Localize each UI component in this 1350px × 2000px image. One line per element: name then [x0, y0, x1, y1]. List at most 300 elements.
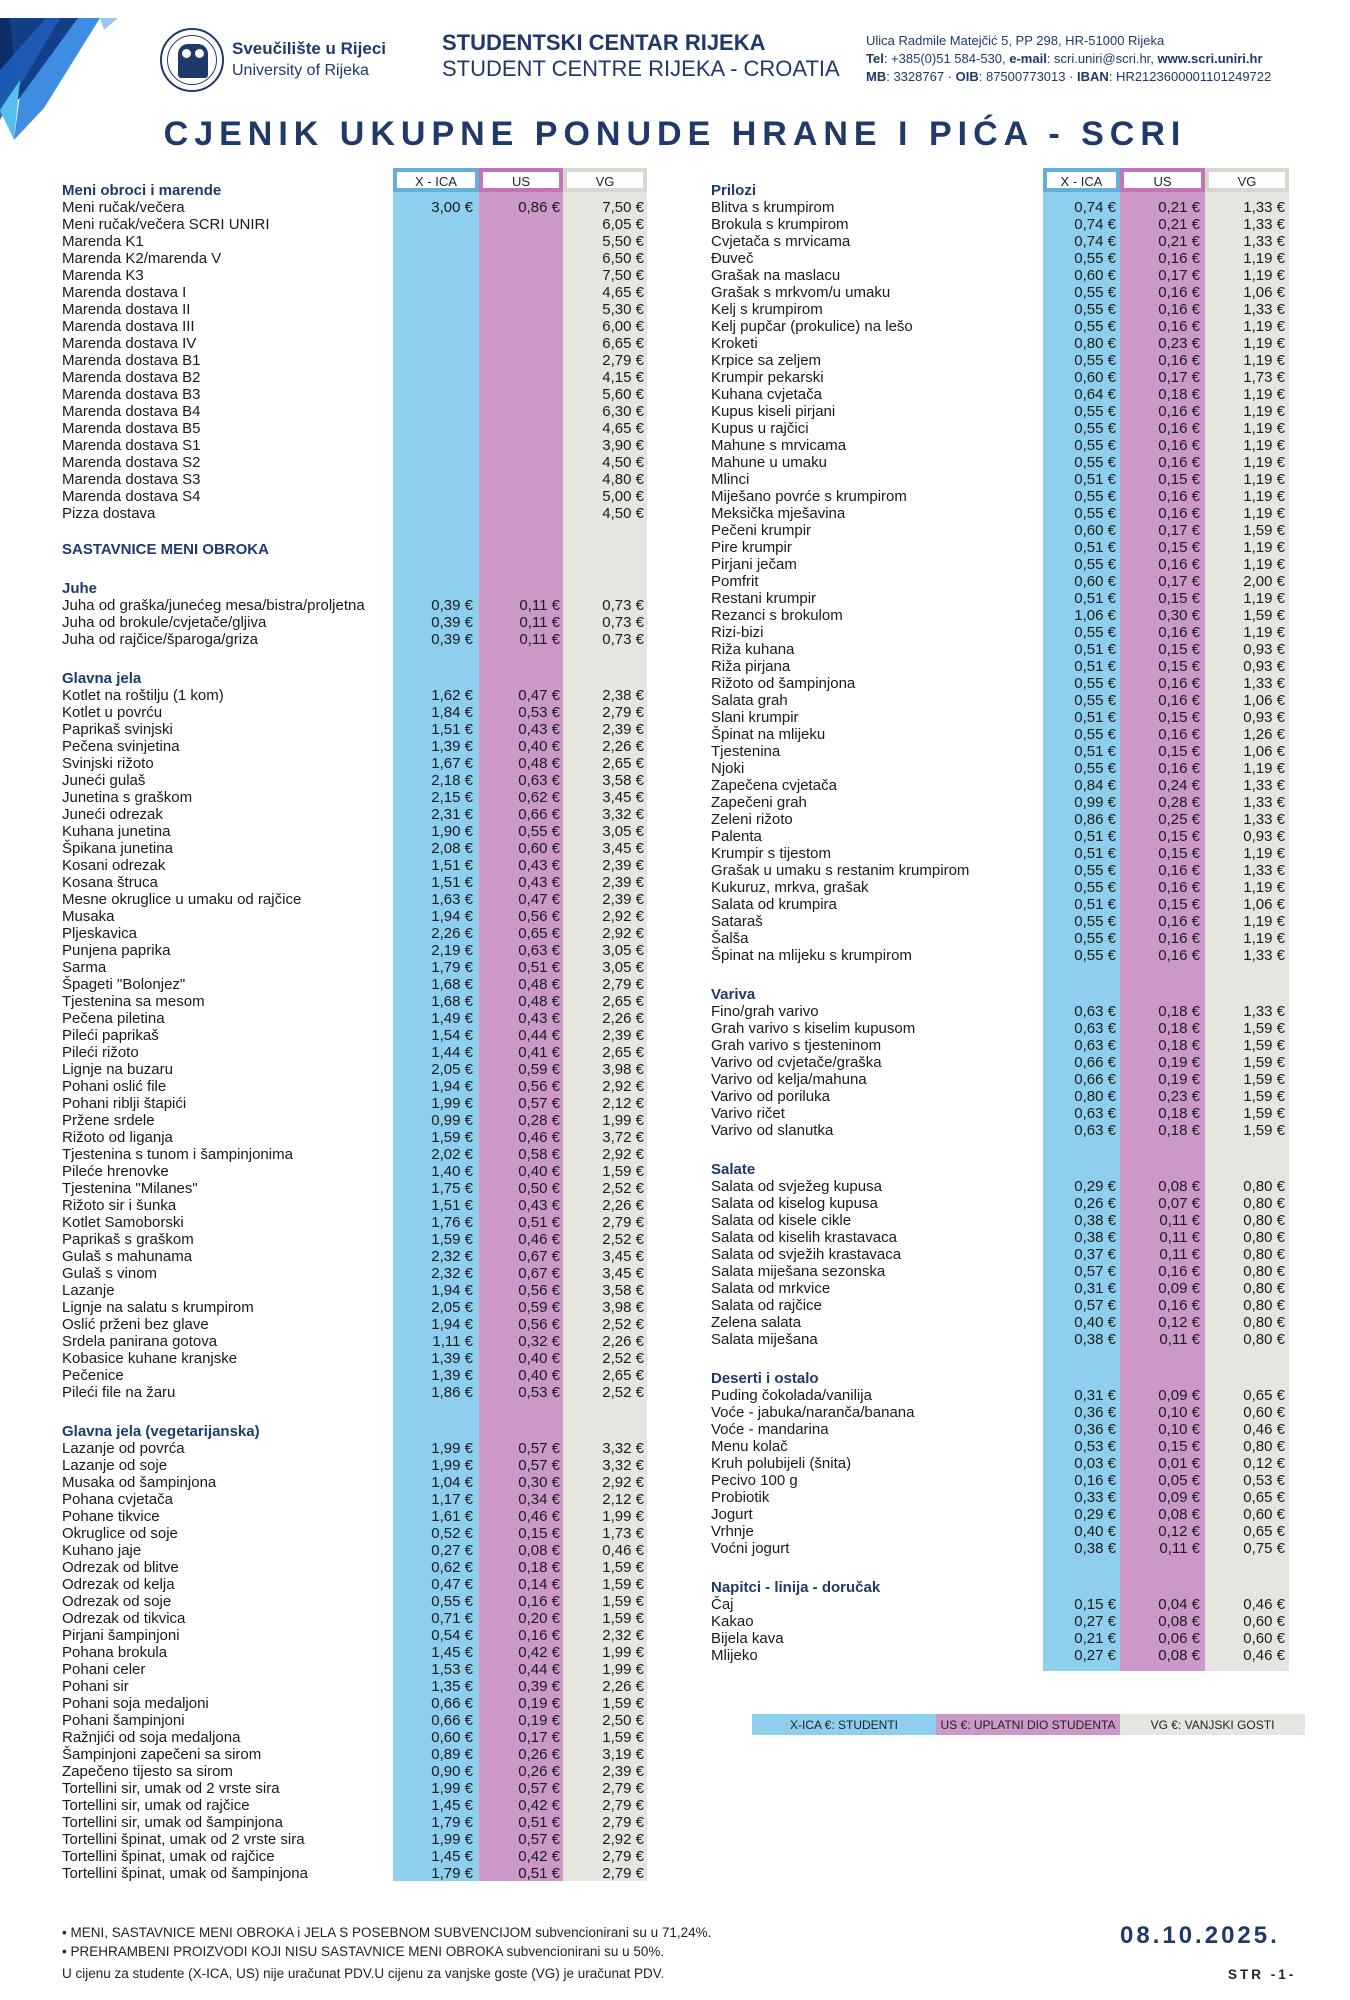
item-name: Voćni jogurt [711, 1540, 790, 1557]
price-us: 0,16 € [1158, 760, 1200, 777]
price-us: 0,21 € [1158, 199, 1200, 216]
price-xica: 0,80 € [1074, 1088, 1116, 1105]
price-us: 0,48 € [518, 993, 560, 1010]
item-name: Varivo od poriluka [711, 1088, 830, 1105]
price-vg: 3,05 € [602, 823, 644, 840]
price-vg: 2,39 € [602, 1763, 644, 1780]
item-name: Palenta [711, 828, 762, 845]
page-number: STR -1- [1228, 1967, 1297, 1982]
price-us: 0,16 € [1158, 1297, 1200, 1314]
price-vg: 0,80 € [1243, 1297, 1285, 1314]
price-xica: 0,71 € [431, 1610, 473, 1627]
item-name: Mlijeko [711, 1647, 758, 1664]
price-xica: 0,55 € [431, 1593, 473, 1610]
price-row [62, 318, 662, 335]
iban-label: IBAN [1077, 69, 1109, 84]
price-xica: 0,55 € [1074, 947, 1116, 964]
price-xica: 0,63 € [1074, 1020, 1116, 1037]
price-row [62, 597, 662, 614]
price-row [711, 641, 1311, 658]
price-vg: 2,52 € [602, 1384, 644, 1401]
price-row [62, 721, 662, 738]
price-vg: 3,32 € [602, 1457, 644, 1474]
price-vg: 1,59 € [602, 1695, 644, 1712]
right-header-vg: VG [1205, 168, 1289, 192]
price-vg: 6,65 € [602, 335, 644, 352]
email[interactable]: : scri.uniri@scri.hr, [1046, 51, 1158, 66]
item-name: Grašak s mrkvom/u umaku [711, 284, 891, 301]
price-us: 0,16 € [1158, 352, 1200, 369]
price-xica: 0,66 € [1074, 1071, 1116, 1088]
price-xica: 0,60 € [1074, 573, 1116, 590]
price-row [62, 1163, 662, 1180]
item-name: Marenda dostava S3 [62, 471, 201, 488]
item-name: Pečenice [62, 1367, 124, 1384]
price-xica: 1,99 € [431, 1440, 473, 1457]
price-xica: 0,99 € [1074, 794, 1116, 811]
price-row [711, 845, 1311, 862]
price-us: 0,40 € [518, 1163, 560, 1180]
price-vg: 1,19 € [1243, 913, 1285, 930]
item-name: Juha od rajčice/šparoga/griza [62, 631, 258, 648]
item-name: Odrezak od kelja [62, 1576, 175, 1593]
price-vg: 2,92 € [602, 1831, 644, 1848]
price-vg: 0,93 € [1243, 709, 1285, 726]
price-xica: 2,26 € [431, 925, 473, 942]
price-us: 0,57 € [518, 1440, 560, 1457]
price-row [62, 1044, 662, 1061]
price-vg: 1,59 € [602, 1610, 644, 1627]
price-xica: 0,55 € [1074, 879, 1116, 896]
price-row [711, 1071, 1311, 1088]
price-row [711, 879, 1311, 896]
item-name: Varivo od kelja/mahuna [711, 1071, 867, 1088]
item-name: Zelena salata [711, 1314, 802, 1331]
price-row [62, 1831, 662, 1848]
price-xica: 0,55 € [1074, 437, 1116, 454]
price-us: 0,16 € [1158, 692, 1200, 709]
price-vg: 2,38 € [602, 687, 644, 704]
price-vg: 0,75 € [1243, 1540, 1285, 1557]
item-name: Pohani riblji štapići [62, 1095, 187, 1112]
item-name: Marenda dostava III [62, 318, 195, 335]
price-xica: 0,51 € [1074, 539, 1116, 556]
price-row [62, 1146, 662, 1163]
item-name: Meni ručak/večera [62, 199, 185, 216]
price-vg: 3,19 € [602, 1746, 644, 1763]
section-heading: Napitci - linija - doručak [711, 1579, 881, 1596]
price-row [62, 1797, 662, 1814]
price-row [62, 1542, 662, 1559]
price-vg: 6,50 € [602, 250, 644, 267]
price-vg: 6,30 € [602, 403, 644, 420]
item-name: Varivo od slanutka [711, 1122, 834, 1139]
price-us: 0,15 € [1158, 590, 1200, 607]
item-name: Odrezak od tikvica [62, 1610, 186, 1627]
price-us: 0,23 € [1158, 335, 1200, 352]
item-name: Riža kuhana [711, 641, 795, 658]
price-row [62, 1010, 662, 1027]
price-row [62, 789, 662, 806]
price-us: 0,16 € [1158, 454, 1200, 471]
price-xica: 0,51 € [1074, 828, 1116, 845]
item-name: Kuhana cvjetača [711, 386, 822, 403]
price-vg: 1,19 € [1243, 879, 1285, 896]
price-row [62, 704, 662, 721]
price-vg: 2,79 € [602, 976, 644, 993]
price-us: 0,14 € [518, 1576, 560, 1593]
price-us: 0,53 € [518, 1384, 560, 1401]
price-us: 0,43 € [518, 857, 560, 874]
price-vg: 1,19 € [1243, 250, 1285, 267]
price-row [711, 1613, 1311, 1630]
price-vg: 2,79 € [602, 1797, 644, 1814]
price-xica: 3,00 € [431, 199, 473, 216]
item-name: Pohani šampinjoni [62, 1712, 185, 1729]
item-name: Kroketi [711, 335, 758, 352]
price-xica: 1,84 € [431, 704, 473, 721]
price-xica: 0,55 € [1074, 318, 1116, 335]
item-name: Tortellini špinat, umak od šampinjona [62, 1865, 308, 1882]
price-us: 0,28 € [1158, 794, 1200, 811]
price-us: 0,18 € [1158, 1105, 1200, 1122]
section-heading: Juhe [62, 580, 98, 597]
price-vg: 1,59 € [1243, 1088, 1285, 1105]
price-row [711, 896, 1311, 913]
price-vg: 0,93 € [1243, 658, 1285, 675]
price-row [62, 925, 662, 942]
price-vg: 3,45 € [602, 840, 644, 857]
price-us: 0,43 € [518, 721, 560, 738]
price-row [62, 1180, 662, 1197]
item-name: Sataraš [711, 913, 763, 930]
price-vg: 3,32 € [602, 806, 644, 823]
price-row [62, 1661, 662, 1678]
price-row [62, 1746, 662, 1763]
university-seal-icon [160, 28, 224, 92]
price-us: 0,16 € [1158, 301, 1200, 318]
price-us: 0,15 € [1158, 641, 1200, 658]
item-name: Kobasice kuhane kranjske [62, 1350, 238, 1367]
price-vg: 3,45 € [602, 1248, 644, 1265]
item-name: Pire krumpir [711, 539, 792, 556]
item-name: Mlinci [711, 471, 750, 488]
section-spacer [62, 1401, 662, 1423]
price-us: 0,51 € [518, 1865, 560, 1882]
price-us: 0,15 € [518, 1525, 560, 1542]
price-us: 0,20 € [518, 1610, 560, 1627]
address: Ulica Radmile Matejčić 5, PP 298, HR-51000 Rijeka [866, 33, 1165, 48]
left-header-us: US [479, 168, 563, 192]
price-vg: 1,19 € [1243, 403, 1285, 420]
item-name: Odrezak od blitve [62, 1559, 179, 1576]
price-us: 0,56 € [518, 1316, 560, 1333]
price-vg: 2,00 € [1243, 573, 1285, 590]
price-us: 0,40 € [518, 1367, 560, 1384]
price-row [62, 386, 662, 403]
price-row [711, 352, 1311, 369]
price-xica: 1,99 € [431, 1457, 473, 1474]
price-vg: 1,06 € [1243, 743, 1285, 760]
item-name: Juneći gulaš [62, 772, 146, 789]
price-vg: 5,60 € [602, 386, 644, 403]
price-us: 0,11 € [1159, 1212, 1200, 1229]
price-xica: 0,55 € [1074, 862, 1116, 879]
price-xica: 0,55 € [1074, 930, 1116, 947]
price-us: 0,11 € [519, 614, 560, 631]
price-xica: 2,05 € [431, 1061, 473, 1078]
price-row [62, 216, 662, 233]
price-vg: 1,99 € [602, 1112, 644, 1129]
price-xica: 0,27 € [1074, 1613, 1116, 1630]
item-name: Tjestenina sa mesom [62, 993, 205, 1010]
price-row [62, 976, 662, 993]
price-row [711, 862, 1311, 879]
item-name: Njoki [711, 760, 745, 777]
item-name: Tortellini špinat, umak od rajčice [62, 1848, 275, 1865]
price-xica: 0,38 € [1074, 1540, 1116, 1557]
price-vg: 1,19 € [1243, 335, 1285, 352]
price-row [62, 1129, 662, 1146]
price-vg: 3,45 € [602, 1265, 644, 1282]
price-us: 0,56 € [518, 1282, 560, 1299]
price-row [711, 420, 1311, 437]
price-xica: 0,39 € [431, 631, 473, 648]
price-us: 0,15 € [1158, 658, 1200, 675]
price-row [62, 806, 662, 823]
price-vg: 0,80 € [1243, 1280, 1285, 1297]
item-name: Marenda dostava B2 [62, 369, 201, 386]
price-xica: 2,08 € [431, 840, 473, 857]
mb-label: MB [866, 69, 887, 84]
item-name: Marenda dostava S1 [62, 437, 201, 454]
item-name: Restani krumpir [711, 590, 817, 607]
price-xica: 0,55 € [1074, 488, 1116, 505]
price-xica: 0,38 € [1074, 1331, 1116, 1348]
price-row [711, 437, 1311, 454]
item-name: Rižoto od šampinjona [711, 675, 856, 692]
price-xica: 0,55 € [1074, 692, 1116, 709]
item-name: Marenda dostava S2 [62, 454, 201, 471]
price-xica: 0,53 € [1074, 1438, 1116, 1455]
price-xica: 1,53 € [431, 1661, 473, 1678]
item-name: Pečeni krumpir [711, 522, 812, 539]
price-xica: 0,55 € [1074, 420, 1116, 437]
price-row [62, 1627, 662, 1644]
item-name: Kotlet na roštilju (1 kom) [62, 687, 224, 704]
price-xica: 1,94 € [431, 1316, 473, 1333]
price-us: 0,63 € [518, 942, 560, 959]
item-name: Salata miješana [711, 1331, 818, 1348]
item-name: Kotlet Samoborski [62, 1214, 184, 1231]
item-name: Tortellini špinat, umak od 2 vrste sira [62, 1831, 305, 1848]
centre-name [442, 30, 840, 82]
item-name: Špinat na mlijeku [711, 726, 826, 743]
price-us: 0,16 € [1158, 284, 1200, 301]
price-us: 0,08 € [1158, 1647, 1200, 1664]
page-title: CJENIK UKUPNE PONUDE HRANE I PIĆA - SCRI [163, 115, 1187, 153]
price-xica: 1,99 € [431, 1780, 473, 1797]
price-xica: 1,39 € [431, 1367, 473, 1384]
iban: : HR2123600001101249722 [1108, 69, 1272, 84]
note-2: • PREHRAMBENI PROIZVODI KOJI NISU SASTAVNICE MENI OBROKA subvencionirani su u 50%. [62, 1944, 665, 1959]
price-xica: 1,51 € [431, 857, 473, 874]
price-vg: 3,90 € [602, 437, 644, 454]
price-us: 0,18 € [1158, 386, 1200, 403]
price-xica: 2,31 € [431, 806, 473, 823]
price-row [711, 216, 1311, 233]
price-us: 0,15 € [1158, 539, 1200, 556]
price-row [711, 1331, 1311, 1348]
price-us: 0,09 € [1158, 1489, 1200, 1506]
item-name: Srdela panirana gotova [62, 1333, 218, 1350]
price-us: 0,16 € [1158, 556, 1200, 573]
price-xica: 0,55 € [1074, 301, 1116, 318]
price-xica: 0,55 € [1074, 250, 1116, 267]
price-us: 0,16 € [1158, 505, 1200, 522]
price-xica: 1,54 € [431, 1027, 473, 1044]
item-name: Salata od kiselog kupusa [711, 1195, 878, 1212]
price-vg: 2,65 € [602, 1367, 644, 1384]
price-xica: 1,35 € [431, 1678, 473, 1695]
price-xica: 0,80 € [1074, 335, 1116, 352]
price-us: 0,08 € [1158, 1178, 1200, 1195]
price-xica: 1,86 € [431, 1384, 473, 1401]
price-us: 0,66 € [518, 806, 560, 823]
price-row [711, 1455, 1311, 1472]
price-row [711, 539, 1311, 556]
price-us: 0,57 € [518, 1457, 560, 1474]
right-header-us: US [1120, 168, 1205, 192]
item-name: Kosana štruca [62, 874, 158, 891]
item-name: Slani krumpir [711, 709, 799, 726]
price-row [62, 267, 662, 284]
centre-name-en: STUDENT CENTRE RIJEKA - CROATIA [442, 56, 840, 81]
price-vg: 1,99 € [602, 1644, 644, 1661]
item-name: Kruh polubijeli (šnita) [711, 1455, 852, 1472]
price-us: 0,57 € [518, 1095, 560, 1112]
price-xica: 0,40 € [1074, 1314, 1116, 1331]
price-row [62, 1214, 662, 1231]
price-xica: 0,74 € [1074, 216, 1116, 233]
item-name: Krpice sa zeljem [711, 352, 822, 369]
price-vg: 1,19 € [1243, 930, 1285, 947]
price-xica: 0,40 € [1074, 1523, 1116, 1540]
price-row [62, 857, 662, 874]
price-row [62, 1593, 662, 1610]
price-row [62, 437, 662, 454]
price-row [62, 1248, 662, 1265]
section-heading: Salate [711, 1161, 756, 1178]
price-us: 0,25 € [1158, 811, 1200, 828]
price-vg: 1,33 € [1243, 811, 1285, 828]
price-vg: 2,92 € [602, 1474, 644, 1491]
price-xica: 2,32 € [431, 1265, 473, 1282]
legend-xica: X-ICA €: STUDENTI [752, 1714, 936, 1735]
price-vg: 2,65 € [602, 1044, 644, 1061]
price-xica: 2,32 € [431, 1248, 473, 1265]
price-row [62, 1712, 662, 1729]
price-xica: 0,84 € [1074, 777, 1116, 794]
price-row [62, 993, 662, 1010]
price-us: 0,44 € [518, 1661, 560, 1678]
price-vg: 1,19 € [1243, 318, 1285, 335]
price-us: 0,48 € [518, 976, 560, 993]
item-name: Marenda dostava B5 [62, 420, 201, 437]
price-us: 0,11 € [1159, 1331, 1200, 1348]
item-name: Salata od krumpira [711, 896, 837, 913]
section-spacer [62, 558, 662, 580]
price-vg: 1,19 € [1243, 488, 1285, 505]
item-name: Pileći rižoto [62, 1044, 139, 1061]
item-name: Pirjani ječam [711, 556, 797, 573]
item-name: Juha od brokule/cvjetače/gljiva [62, 614, 267, 631]
item-name: Kupus kiseli pirjani [711, 403, 836, 420]
price-us: 0,56 € [518, 1078, 560, 1095]
item-name: Cvjetača s mrvicama [711, 233, 851, 250]
price-vg: 1,19 € [1243, 845, 1285, 862]
section-spacer [62, 648, 662, 670]
price-row [62, 840, 662, 857]
price-row [711, 250, 1311, 267]
price-row [711, 488, 1311, 505]
price-row [711, 1540, 1311, 1557]
price-us: 0,18 € [1158, 1037, 1200, 1054]
price-vg: 3,05 € [602, 959, 644, 976]
price-us: 0,16 € [1158, 437, 1200, 454]
price-vg: 1,33 € [1243, 1003, 1285, 1020]
item-name: Menu kolač [711, 1438, 788, 1455]
price-row [711, 1105, 1311, 1122]
price-row [711, 1212, 1311, 1229]
price-us: 0,11 € [1159, 1540, 1200, 1557]
price-xica: 0,51 € [1074, 471, 1116, 488]
price-xica: 2,05 € [431, 1299, 473, 1316]
price-row [711, 709, 1311, 726]
price-vg: 2,92 € [602, 1146, 644, 1163]
price-vg: 3,98 € [602, 1299, 644, 1316]
price-row [62, 1865, 662, 1882]
price-xica: 0,55 € [1074, 352, 1116, 369]
price-us: 0,17 € [1158, 369, 1200, 386]
price-row [711, 794, 1311, 811]
item-name: Salata od kiselih krastavaca [711, 1229, 897, 1246]
section-spacer [711, 1348, 1311, 1370]
price-vg: 0,80 € [1243, 1195, 1285, 1212]
website-link[interactable]: www.scri.uniri.hr [1157, 51, 1263, 66]
price-vg: 2,52 € [602, 1180, 644, 1197]
price-row [711, 335, 1311, 352]
section-heading: Deserti i ostalo [711, 1370, 819, 1387]
price-us: 0,18 € [1158, 1020, 1200, 1037]
price-row [711, 454, 1311, 471]
price-row [711, 1506, 1311, 1523]
price-vg: 1,33 € [1243, 777, 1285, 794]
price-row [62, 908, 662, 925]
price-us: 0,32 € [518, 1333, 560, 1350]
section-heading: Glavna jela [62, 670, 142, 687]
price-row [62, 1440, 662, 1457]
price-vg: 1,19 € [1243, 420, 1285, 437]
price-xica: 0,74 € [1074, 199, 1116, 216]
price-us: 0,62 € [518, 789, 560, 806]
price-xica: 1,45 € [431, 1644, 473, 1661]
price-vg: 1,59 € [602, 1729, 644, 1746]
price-vg: 2,32 € [602, 1627, 644, 1644]
price-row [711, 947, 1311, 964]
section-spacer [711, 964, 1311, 986]
price-vg: 0,73 € [602, 597, 644, 614]
